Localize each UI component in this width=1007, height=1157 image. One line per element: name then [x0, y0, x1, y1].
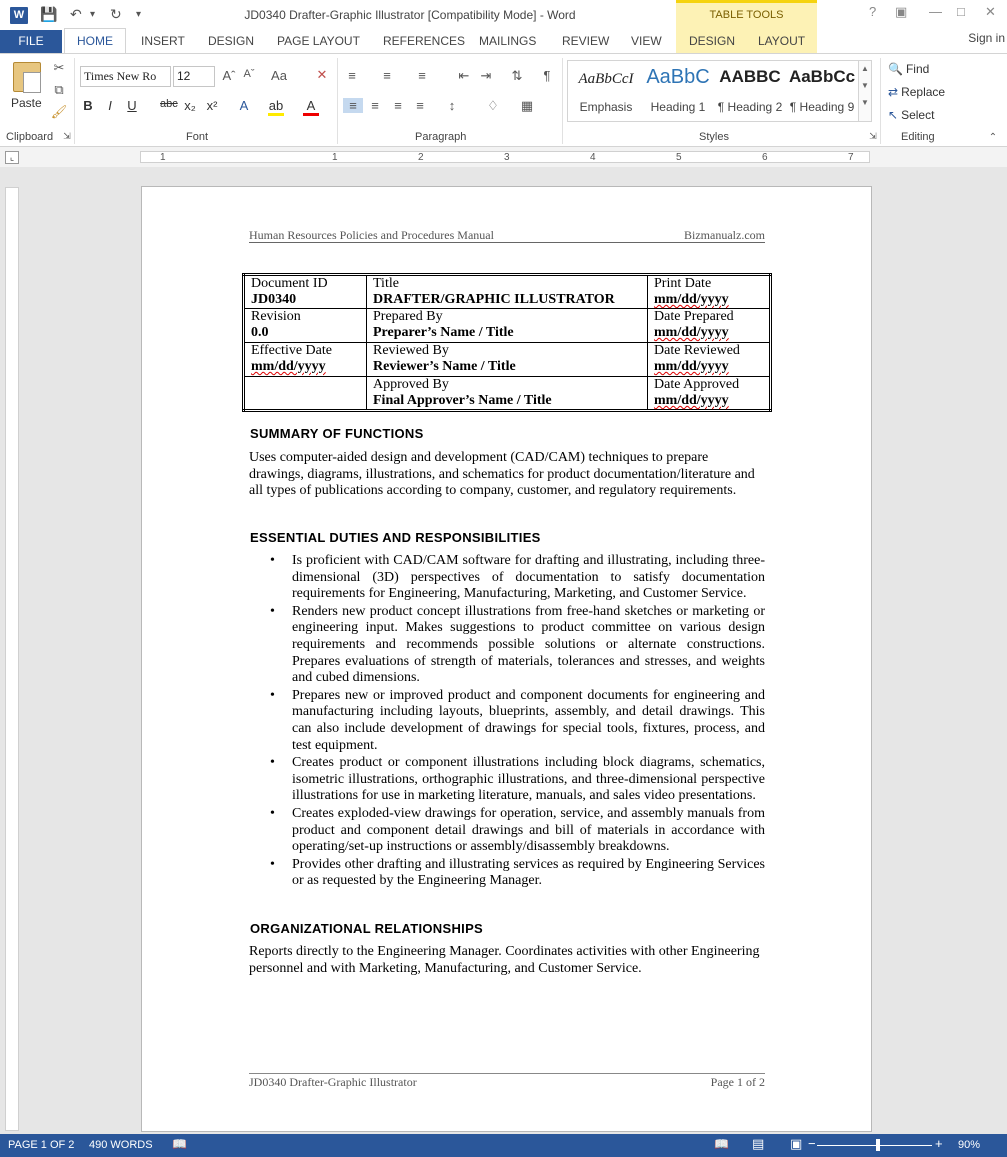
- cell-value: mm/dd/yyyy: [654, 393, 729, 408]
- highlight-icon[interactable]: ab: [268, 98, 284, 116]
- style-sample: AaBbC: [646, 66, 710, 88]
- cell-value: 0.0: [251, 325, 269, 340]
- table-cell[interactable]: [648, 275, 771, 309]
- group-divider: [880, 58, 881, 144]
- cell-value: Preparer’s Name / Title: [373, 325, 514, 340]
- cell-label: Date Reviewed: [654, 343, 740, 358]
- line-spacing-icon[interactable]: ↕: [448, 98, 456, 113]
- table-row: [244, 275, 771, 309]
- styles-group-label: Styles: [699, 131, 729, 143]
- shading-icon[interactable]: ♢: [487, 98, 499, 113]
- summary-text: Uses computer-aided design and development (CAD/CAM) techniques to prepare drawings, diagrams, illustrations, and schematics for product documentation/literature and all types of publications according to company, customer, and regulatory requirements.: [249, 450, 755, 499]
- replace-button[interactable]: [888, 85, 945, 99]
- list-item: • Creates product or component illustrations including block diagrams, schematics, isometric illustrations, orthographic illustrations, and three-dimensional perspective illustrations for use in marketing literature, manuals, and sales video presentations.: [249, 755, 765, 805]
- paragraph-group-label: Paragraph: [415, 131, 467, 143]
- signin-link[interactable]: Sign in: [968, 31, 1005, 45]
- font-group-label: Font: [186, 131, 209, 143]
- tab-design[interactable]: DESIGN: [208, 34, 255, 48]
- replace-icon: ⇄: [888, 85, 899, 99]
- cell-value: Reviewer’s Name / Title: [373, 359, 516, 374]
- styles-more-icon[interactable]: ▼: [861, 98, 869, 107]
- cell-label: Prepared By: [373, 309, 443, 324]
- align-center-icon[interactable]: ≡: [371, 98, 379, 113]
- print-layout-icon[interactable]: ▤: [752, 1136, 765, 1151]
- zoom-slider-thumb[interactable]: [876, 1139, 880, 1151]
- style-heading-2[interactable]: [714, 61, 786, 121]
- table-cell[interactable]: [244, 377, 367, 411]
- table-cell[interactable]: [244, 275, 367, 309]
- tab-file[interactable]: FILE: [0, 30, 62, 53]
- tab-home[interactable]: HOME: [64, 28, 126, 54]
- text-effects-icon[interactable]: A: [239, 98, 249, 113]
- undo-dropdown-icon[interactable]: ▾: [90, 9, 96, 20]
- multilevel-list-icon[interactable]: ≡: [418, 68, 426, 83]
- underline-icon[interactable]: U: [127, 98, 137, 113]
- styles-launcher-icon[interactable]: ⇲: [869, 131, 877, 141]
- align-left-icon[interactable]: ≡: [343, 98, 363, 113]
- paste-button-label[interactable]: Paste: [11, 96, 42, 110]
- page-footer: [249, 1073, 765, 1089]
- horizontal-ruler: [0, 147, 1007, 167]
- table-tools-label: TABLE TOOLS: [709, 9, 784, 21]
- table-cell[interactable]: [648, 343, 771, 377]
- vertical-ruler[interactable]: [5, 187, 19, 1131]
- sort-icon[interactable]: ⇅: [511, 68, 523, 83]
- cell-value: mm/dd/yyyy: [654, 359, 729, 374]
- ruler-number: 6: [762, 152, 768, 163]
- page-header: [249, 228, 765, 243]
- cell-value: mm/dd/yyyy: [654, 325, 729, 340]
- cell-label: Document ID: [251, 276, 328, 291]
- superscript-icon[interactable]: x²: [206, 98, 218, 113]
- table-cell[interactable]: [367, 275, 648, 309]
- clipboard-group-label: Clipboard: [6, 131, 54, 143]
- ruler-number: 5: [676, 152, 682, 163]
- list-item: • Prepares new or improved product and component documents for engineering and manufacturing including layouts, blueprints, assembly, and detail drawings. This can also include development of drawings for special tools, fixtures, process, and test equipment.: [249, 688, 765, 754]
- list-item: • Creates exploded-view drawings for operation, service, and assembly manuals from product and component detail drawings and bill of materials in accordance with operating/set-up instructions or assembly/disassembly breakdowns.: [249, 806, 765, 856]
- footer-right: Page 1 of 2: [710, 1075, 765, 1089]
- tab-selector-icon[interactable]: ⌞: [5, 151, 19, 164]
- list-item: • Is proficient with CAD/CAM software for drafting and illustrating, including three-dimensional (3D) perspectives of documentation to satisfy documentation requirements for Engineering, Manufacturing, Marketing, and Customer Service.: [249, 553, 765, 603]
- increase-indent-icon[interactable]: ⇥: [480, 68, 492, 83]
- font-color-icon[interactable]: A: [303, 98, 319, 116]
- ruler-number: 1: [332, 152, 338, 163]
- duties-heading: ESSENTIAL DUTIES AND RESPONSIBILITIES: [250, 530, 541, 545]
- style-heading-1[interactable]: [642, 61, 714, 121]
- collapse-ribbon-icon[interactable]: ⌃: [988, 132, 998, 143]
- clear-formatting-icon[interactable]: ✕: [316, 67, 328, 82]
- find-label: Find: [905, 62, 930, 76]
- cut-icon[interactable]: ✂: [53, 60, 65, 75]
- help-icon[interactable]: ?: [869, 4, 877, 19]
- table-row: [244, 377, 771, 411]
- numbering-icon[interactable]: ≡: [383, 68, 391, 83]
- style-name: Emphasis: [579, 100, 633, 114]
- font-name-box[interactable]: Times New Ro: [80, 66, 171, 87]
- font-size-box[interactable]: 12: [173, 66, 215, 87]
- italic-icon[interactable]: I: [108, 98, 112, 113]
- save-icon[interactable]: 💾: [40, 6, 58, 22]
- window-controls: [867, 4, 1007, 26]
- cell-value: JD0340: [251, 292, 297, 307]
- tab-references[interactable]: REFERENCES: [383, 34, 466, 48]
- select-label: Select: [901, 108, 935, 122]
- tab-table-design[interactable]: DESIGN: [689, 34, 736, 48]
- align-right-icon[interactable]: ≡: [394, 98, 402, 113]
- borders-icon[interactable]: ▦: [520, 98, 534, 113]
- zoom-level[interactable]: 90%: [958, 1139, 981, 1151]
- style-name: ¶ Heading 2: [717, 100, 783, 114]
- select-button[interactable]: [888, 108, 934, 122]
- style-heading-9[interactable]: [786, 61, 858, 121]
- cell-label: Title: [373, 276, 399, 291]
- tab-insert[interactable]: INSERT: [141, 34, 185, 48]
- ribbon-tabs: [0, 30, 1007, 53]
- read-mode-icon[interactable]: 📖: [714, 1137, 729, 1151]
- cell-value: DRAFTER/GRAPHIC ILLUSTRATOR: [373, 292, 615, 307]
- tab-view[interactable]: VIEW: [631, 34, 662, 48]
- ribbon: [0, 53, 1007, 147]
- web-layout-icon[interactable]: ▣: [790, 1136, 803, 1151]
- table-cell[interactable]: [244, 309, 367, 343]
- cell-value: mm/dd/yyyy: [251, 359, 326, 374]
- group-divider: [562, 58, 563, 144]
- select-icon: ↖: [888, 108, 899, 122]
- format-painter-icon[interactable]: 🖌: [50, 104, 68, 119]
- document-info-table[interactable]: [242, 273, 772, 412]
- zoom-slider[interactable]: [817, 1145, 932, 1146]
- ruler-number: 2: [418, 152, 424, 163]
- copy-icon[interactable]: ⧉: [54, 82, 64, 97]
- table-row: [244, 343, 771, 377]
- word-count[interactable]: 490 WORDS: [89, 1139, 153, 1151]
- ruler-number: 1: [160, 152, 166, 163]
- group-divider: [337, 58, 338, 144]
- cell-label: Reviewed By: [373, 343, 449, 358]
- zoom-in-icon[interactable]: +: [935, 1136, 943, 1151]
- cell-label: Effective Date: [251, 343, 332, 358]
- tab-table-layout[interactable]: LAYOUT: [758, 34, 806, 48]
- cell-value: Final Approver’s Name / Title: [373, 393, 552, 408]
- cell-label: Date Approved: [654, 377, 740, 392]
- list-item: • Renders new product concept illustrations from free-hand sketches or marketing or engineering input. Makes suggestions to product committee on various design requirements and recommends possible solutions or alternate constructions. Prepares evaluations of strength of materials, tolerances and stresses, and weights and cubed dimensions.: [249, 604, 765, 687]
- status-bar: [0, 1134, 1007, 1157]
- paste-icon[interactable]: [13, 62, 41, 92]
- style-name: ¶ Heading 9: [789, 100, 855, 114]
- style-sample: AaBbCc: [788, 67, 856, 86]
- style-sample: AABBC: [719, 67, 781, 86]
- table-cell[interactable]: [367, 343, 648, 377]
- ruler-number: 3: [504, 152, 510, 163]
- cell-label: Date Prepared: [654, 309, 734, 324]
- table-cell[interactable]: [367, 377, 648, 411]
- table-cell[interactable]: [648, 377, 771, 411]
- summary-heading: SUMMARY OF FUNCTIONS: [250, 426, 424, 441]
- ruler-bar[interactable]: [140, 151, 870, 163]
- strikethrough-icon[interactable]: abc: [160, 98, 178, 110]
- editing-group-label: Editing: [901, 131, 935, 143]
- table-row: [244, 309, 771, 343]
- cell-label: Revision: [251, 309, 301, 324]
- title-bar: [0, 0, 1007, 30]
- close-icon[interactable]: ✕: [985, 4, 996, 19]
- ruler-number: 4: [590, 152, 596, 163]
- window-title: JD0340 Drafter-Graphic Illustrator [Compatibility Mode] - Word: [244, 8, 576, 22]
- subscript-icon[interactable]: x₂: [184, 98, 196, 113]
- grow-font-icon[interactable]: Aˆ: [222, 68, 236, 83]
- style-name: Heading 1: [650, 100, 706, 114]
- ribbon-display-icon[interactable]: ▣: [895, 4, 908, 19]
- cell-value: mm/dd/yyyy: [654, 292, 729, 307]
- find-button[interactable]: [888, 62, 929, 76]
- cell-label: Print Date: [654, 276, 712, 291]
- table-tools-group: [676, 0, 817, 30]
- header-right: Bizmanualz.com: [684, 228, 765, 242]
- style-sample: AaBbCcI: [578, 71, 634, 87]
- ruler-number: 7: [848, 152, 854, 163]
- replace-label: Replace: [901, 85, 946, 99]
- footer-left: JD0340 Drafter-Graphic Illustrator: [249, 1075, 417, 1089]
- minimize-icon[interactable]: —: [929, 4, 942, 19]
- redo-icon[interactable]: ↻: [110, 6, 122, 22]
- table-cell[interactable]: [244, 343, 367, 377]
- org-heading: ORGANIZATIONAL RELATIONSHIPS: [250, 921, 484, 936]
- styles-scroll[interactable]: [858, 60, 872, 122]
- bullets-icon[interactable]: ≡: [348, 68, 356, 83]
- cell-label: Approved By: [373, 377, 449, 392]
- org-text: Reports directly to the Engineering Manager. Coordinates activities with other Engineering personnel and with Marketing, Manufacturing, and Customer Service.: [249, 944, 760, 976]
- duties-list: [249, 553, 765, 891]
- bold-icon[interactable]: B: [83, 98, 93, 113]
- change-case-icon[interactable]: Aa: [271, 68, 287, 83]
- undo-icon[interactable]: ↶: [70, 6, 82, 22]
- tab-page-layout[interactable]: PAGE LAYOUT: [277, 34, 360, 48]
- document-page[interactable]: [141, 186, 872, 1132]
- style-emphasis[interactable]: [570, 61, 642, 121]
- tab-mailings[interactable]: MAILINGS: [479, 34, 537, 48]
- styles-gallery: [567, 60, 859, 122]
- maximize-icon[interactable]: □: [957, 4, 965, 19]
- styles-down-icon[interactable]: ▼: [861, 81, 869, 90]
- styles-up-icon[interactable]: ▲: [861, 64, 869, 73]
- header-left: Human Resources Policies and Procedures Manual: [249, 228, 494, 242]
- table-cell[interactable]: [367, 309, 648, 343]
- word-app-icon[interactable]: W: [10, 7, 28, 24]
- zoom-out-icon[interactable]: −: [808, 1136, 816, 1151]
- tab-review[interactable]: REVIEW: [562, 34, 610, 48]
- table-cell[interactable]: [648, 309, 771, 343]
- customize-qat-icon[interactable]: ▾: [136, 9, 142, 20]
- list-item: • Provides other drafting and illustrating services as required by Engineering Services or as requested by the Engineering Manager.: [249, 857, 765, 890]
- decrease-indent-icon[interactable]: ⇤: [458, 68, 470, 83]
- find-icon: 🔍: [888, 62, 903, 76]
- show-formatting-icon[interactable]: ¶: [543, 68, 551, 83]
- shrink-font-icon[interactable]: Aˇ: [243, 68, 255, 80]
- justify-icon[interactable]: ≡: [416, 98, 424, 113]
- page-count[interactable]: PAGE 1 OF 2: [8, 1139, 75, 1151]
- clipboard-launcher-icon[interactable]: ⇲: [63, 131, 71, 141]
- proofing-icon[interactable]: 📖: [172, 1137, 187, 1151]
- group-divider: [74, 58, 75, 144]
